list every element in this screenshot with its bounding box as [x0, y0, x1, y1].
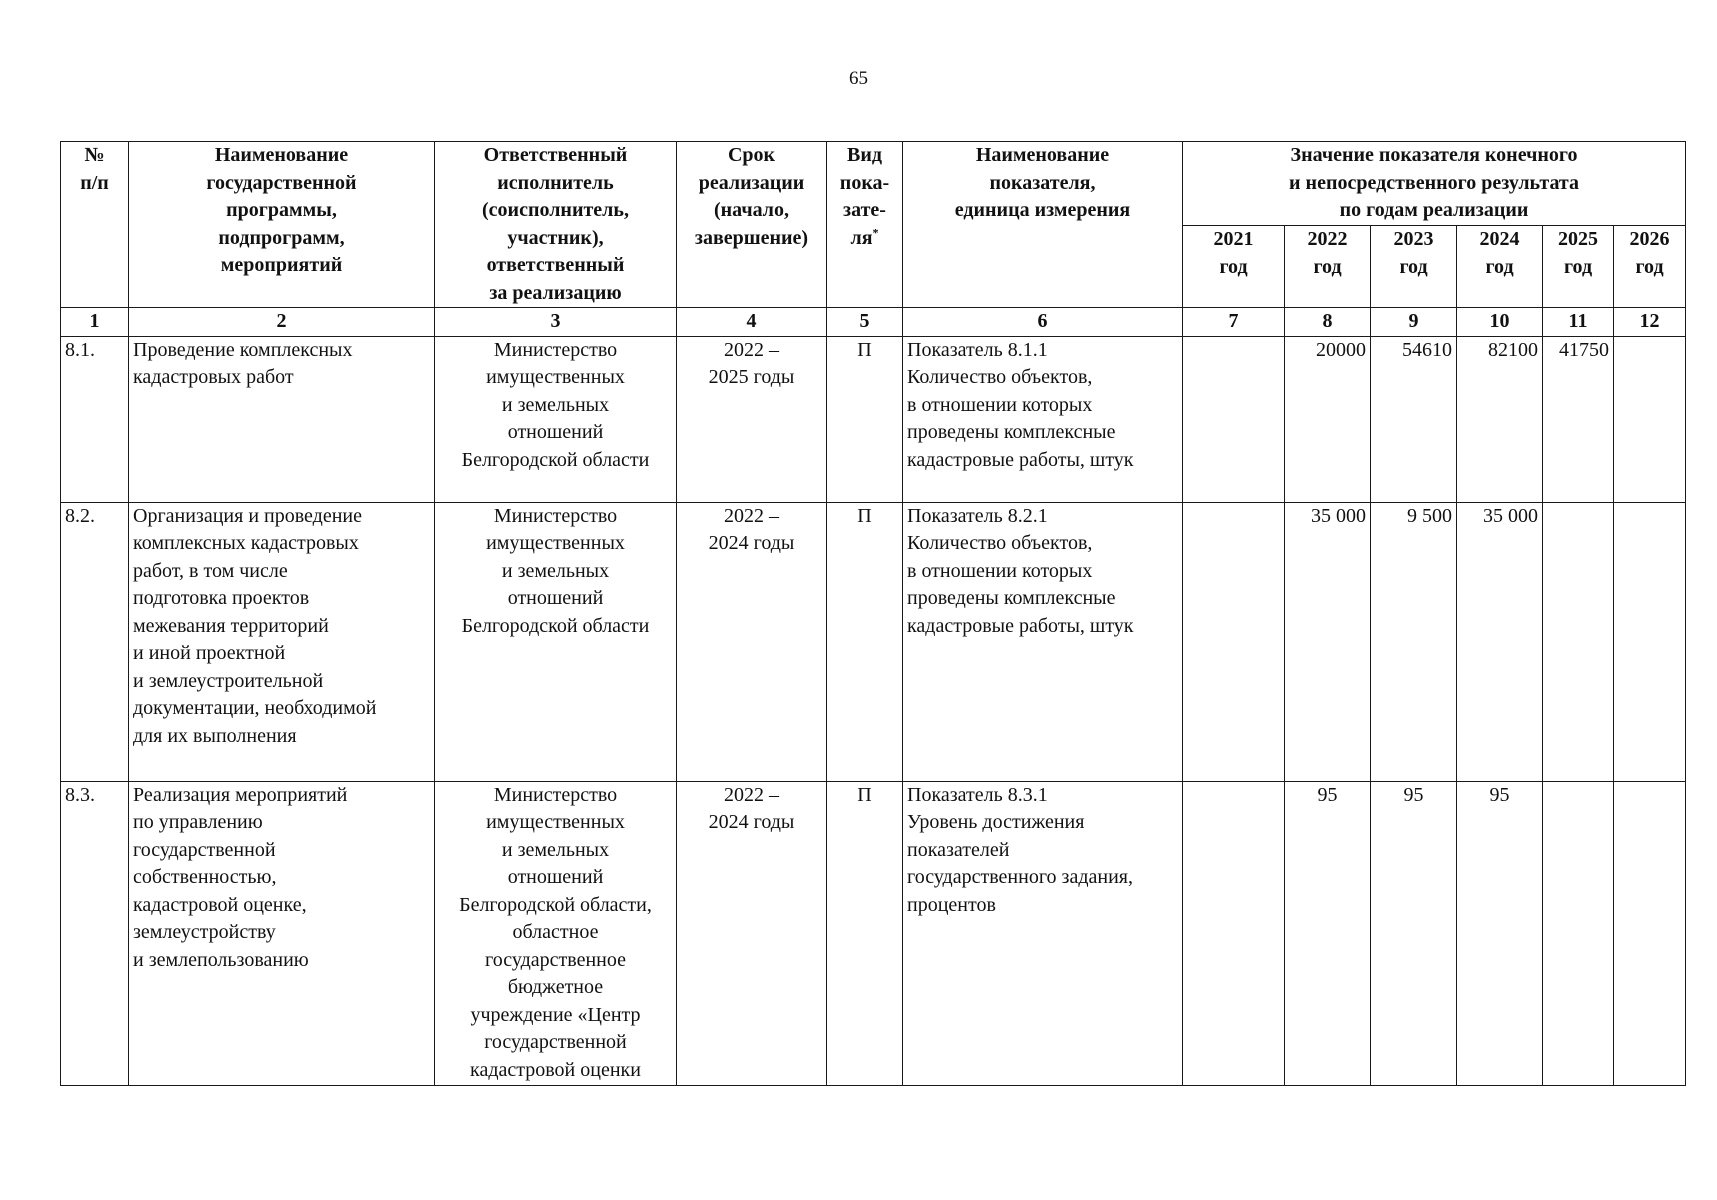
header-indicator-kind: [827, 142, 903, 308]
row-indicator-kind: П: [827, 781, 903, 1085]
column-number: 4: [677, 308, 827, 337]
row-value-2026: [1614, 336, 1686, 502]
row-value-2021: [1183, 336, 1285, 502]
header-year-2022: 2022 год: [1285, 226, 1371, 308]
column-number: 8: [1285, 308, 1371, 337]
header-values-group: Значение показателя конечного и непосредственного результата по годам реализации: [1183, 142, 1686, 226]
row-indicator-kind: П: [827, 502, 903, 781]
row-responsible: Министерство имущественных и земельных отношений Белгородской области: [435, 502, 677, 781]
column-numbers-row: [61, 308, 1686, 337]
row-responsible: Министерство имущественных и земельных отношений Белгородской области: [435, 336, 677, 502]
column-number: 5: [827, 308, 903, 337]
column-number: 11: [1543, 308, 1614, 337]
row-indicator-kind: П: [827, 336, 903, 502]
column-number: 1: [61, 308, 129, 337]
row-value-2023: 9 500: [1371, 502, 1457, 781]
column-number: 10: [1457, 308, 1543, 337]
row-responsible: Министерство имущественных и земельных отношений Белгородской области, областное государственное бюджетное учреждение «Центр государственной кадастровой оценки: [435, 781, 677, 1085]
header-row-top: [61, 142, 1686, 226]
row-value-2025: [1543, 502, 1614, 781]
table-row: [61, 502, 1686, 781]
column-number: 12: [1614, 308, 1686, 337]
row-activity-name: Проведение комплексных кадастровых работ: [129, 336, 435, 502]
footnote-mark: *: [872, 224, 879, 239]
header-num: № п/п: [61, 142, 129, 308]
column-number: 9: [1371, 308, 1457, 337]
row-term: 2022 – 2025 годы: [677, 336, 827, 502]
header-program-name: Наименование государственной программы, подпрограмм, мероприятий: [129, 142, 435, 308]
header-year-2026: 2026 год: [1614, 226, 1686, 308]
row-value-2022: 20000: [1285, 336, 1371, 502]
row-term: 2022 – 2024 годы: [677, 781, 827, 1085]
row-indicator: Показатель 8.3.1 Уровень достижения показателей государственного задания, процентов: [903, 781, 1183, 1085]
table-row: [61, 336, 1686, 502]
header-indicator-kind-text: Вид пока- зате- ля: [839, 144, 890, 249]
row-value-2025: [1543, 781, 1614, 1085]
row-value-2026: [1614, 502, 1686, 781]
column-number: 2: [129, 308, 435, 337]
row-value-2024: 35 000: [1457, 502, 1543, 781]
header-year-2023: 2023 год: [1371, 226, 1457, 308]
header-term: Срок реализации (начало, завершение): [677, 142, 827, 308]
header-year-2025: 2025 год: [1543, 226, 1614, 308]
row-value-2023: 95: [1371, 781, 1457, 1085]
row-value-2024: 82100: [1457, 336, 1543, 502]
row-value-2021: [1183, 781, 1285, 1085]
row-value-2022: 35 000: [1285, 502, 1371, 781]
row-number: 8.1.: [61, 336, 129, 502]
row-number: 8.2.: [61, 502, 129, 781]
column-number: 3: [435, 308, 677, 337]
header-indicator-name: Наименование показателя, единица измерения: [903, 142, 1183, 308]
header-responsible: Ответственный исполнитель (соисполнитель, участник), ответственный за реализацию: [435, 142, 677, 308]
row-indicator: Показатель 8.2.1 Количество объектов, в отношении которых проведены комплексные кадастровые работы, штук: [903, 502, 1183, 781]
row-value-2024: 95: [1457, 781, 1543, 1085]
column-number: 6: [903, 308, 1183, 337]
row-number: 8.3.: [61, 781, 129, 1085]
column-number: 7: [1183, 308, 1285, 337]
header-year-2021: 2021 год: [1183, 226, 1285, 308]
table-row: [61, 781, 1686, 1085]
row-value-2022: 95: [1285, 781, 1371, 1085]
row-value-2025: 41750: [1543, 336, 1614, 502]
row-value-2023: 54610: [1371, 336, 1457, 502]
row-indicator: Показатель 8.1.1 Количество объектов, в отношении которых проведены комплексные кадастровые работы, штук: [903, 336, 1183, 502]
program-table: [60, 141, 1686, 1086]
row-term: 2022 – 2024 годы: [677, 502, 827, 781]
row-value-2026: [1614, 781, 1686, 1085]
header-year-2024: 2024 год: [1457, 226, 1543, 308]
row-activity-name: Реализация мероприятий по управлению государственной собственностью, кадастровой оценке, землеустройству и землепользованию: [129, 781, 435, 1085]
row-activity-name: Организация и проведение комплексных кадастровых работ, в том числе подготовка проектов межевания территорий и иной проектной и землеустроительной документации, необходимой для их выполнения: [129, 502, 435, 781]
page-number: 65: [849, 68, 868, 89]
row-value-2021: [1183, 502, 1285, 781]
